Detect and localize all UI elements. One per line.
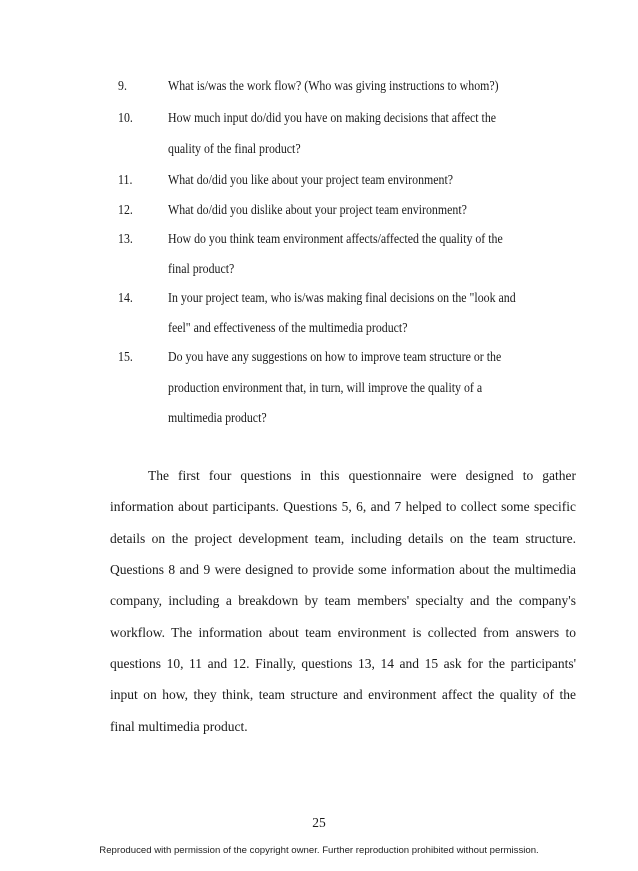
- paragraph-line: information about participants. Questions 5, 6, and 7 helped to collect some specific: [110, 499, 576, 514]
- question-number: 15.: [118, 349, 133, 364]
- paragraph-line: Questions 8 and 9 were designed to provide some information about the multimedia: [110, 562, 576, 577]
- question-text: What is/was the work flow? (Who was giving instructions to whom?): [168, 78, 499, 93]
- question-number: 9.: [118, 78, 127, 93]
- paragraph-line: questions 10, 11 and 12. Finally, questions 13, 14 and 15 ask for the participants': [110, 656, 576, 671]
- question-text: multimedia product?: [168, 410, 267, 425]
- paragraph-line: company, including a breakdown by team members' specialty and the company's: [110, 593, 576, 608]
- page-number: 25: [312, 815, 326, 830]
- question-text: Do you have any suggestions on how to improve team structure or the: [168, 349, 502, 364]
- question-text: What do/did you like about your project team environment?: [168, 172, 454, 187]
- question-text: feel" and effectiveness of the multimedia product?: [168, 320, 408, 335]
- paragraph-line: input on how, they think, team structure and environment affect the quality of the: [110, 687, 576, 702]
- question-number: 13.: [118, 231, 133, 246]
- question-text: How much input do/did you have on making decisions that affect the: [168, 110, 497, 125]
- paragraph-line: The first four questions in this questionnaire were designed to gather: [148, 468, 576, 483]
- question-text: production environment that, in turn, will improve the quality of a: [168, 380, 483, 395]
- question-text: quality of the final product?: [168, 141, 301, 156]
- reproduction-notice: Reproduced with permission of the copyright owner. Further reproduction prohibited without permission.: [99, 845, 539, 856]
- question-text: In your project team, who is/was making final decisions on the "look and: [168, 290, 516, 305]
- paragraph-line: final multimedia product.: [110, 719, 248, 734]
- paragraph-line: details on the project development team, including details on the team structure.: [110, 531, 576, 546]
- question-text: What do/did you dislike about your project team environment?: [168, 202, 467, 217]
- question-text: final product?: [168, 261, 235, 276]
- question-text: How do you think team environment affects/affected the quality of the: [168, 231, 503, 246]
- question-number: 14.: [118, 290, 133, 305]
- paragraph-line: workflow. The information about team environment is collected from answers to: [110, 625, 576, 640]
- question-number: 11.: [118, 172, 133, 187]
- question-number: 10.: [118, 110, 133, 125]
- question-number: 12.: [118, 202, 133, 217]
